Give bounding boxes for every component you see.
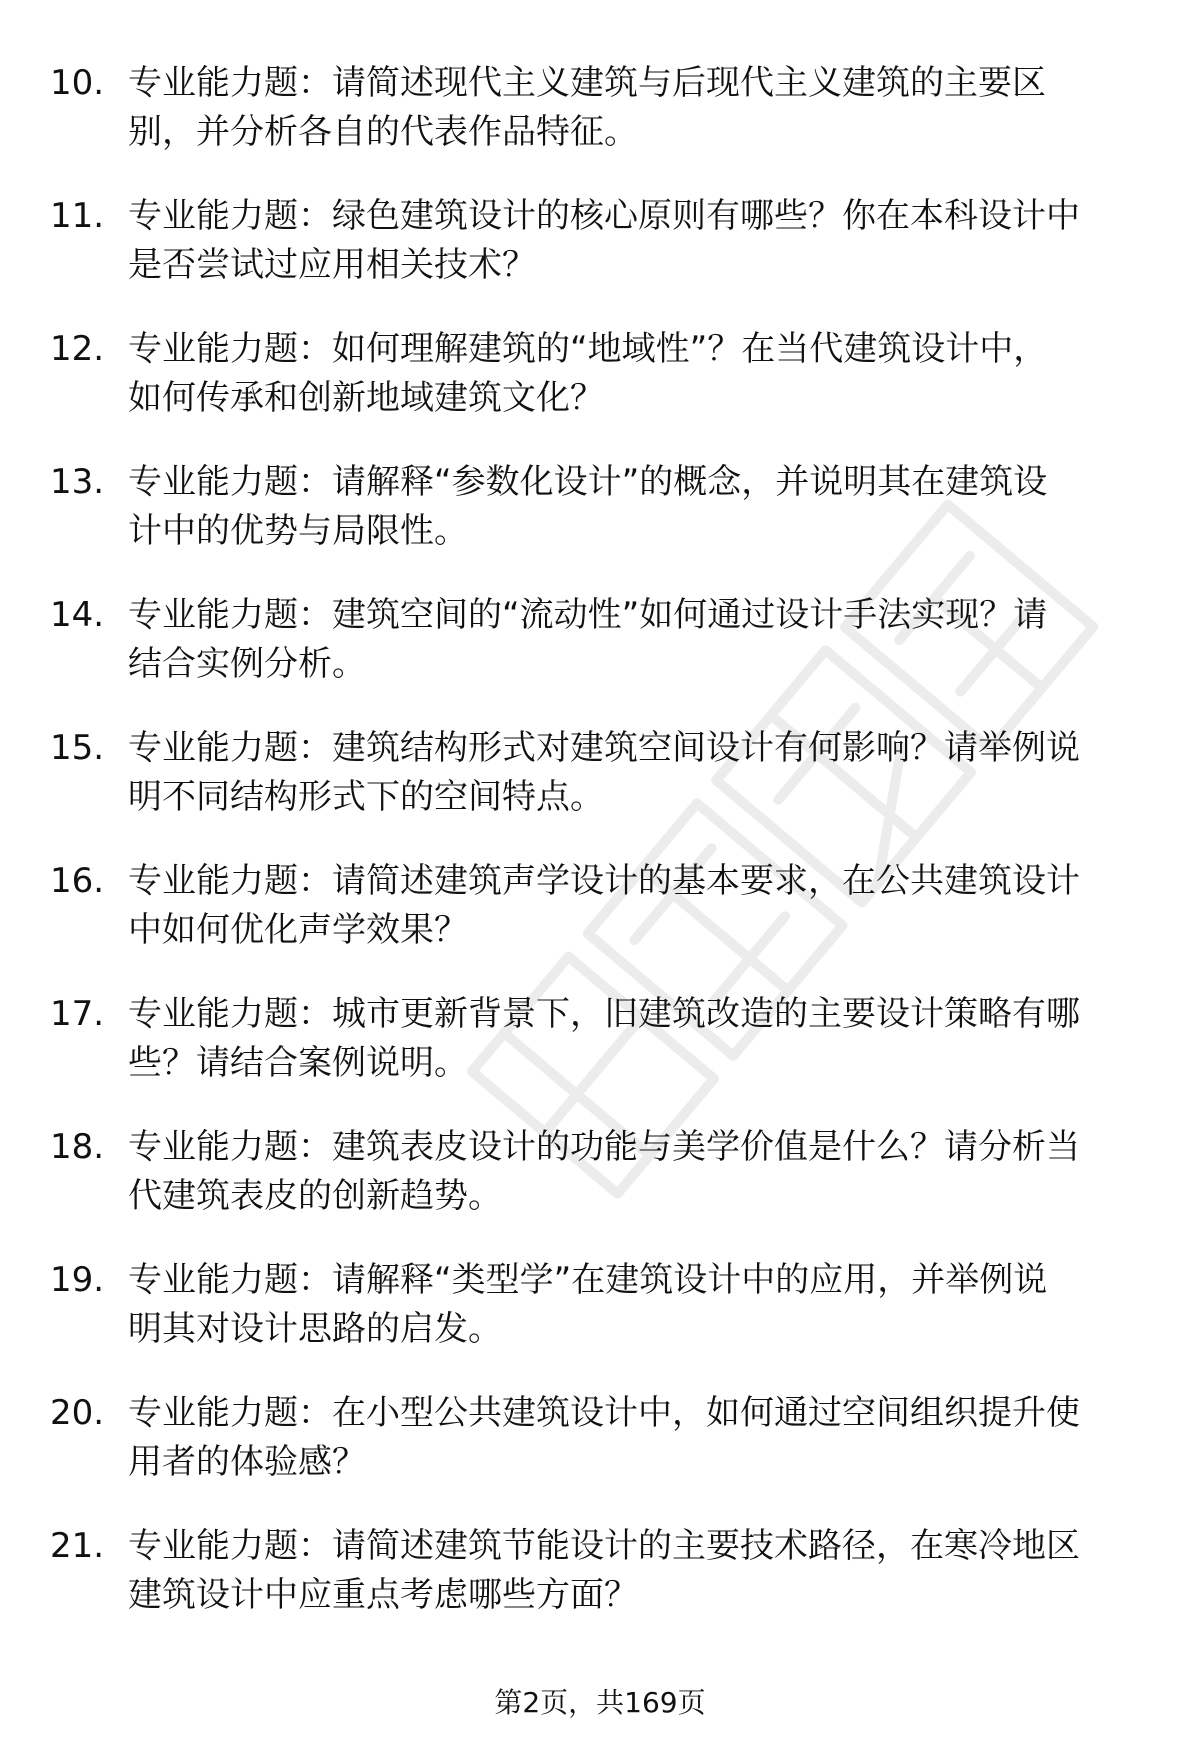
question-text	[128, 591, 1150, 689]
question-line: 专业能力题：在小型公共建筑设计中，如何通过空间组织提升使	[128, 1393, 1080, 1433]
question-number: 16.	[50, 861, 105, 901]
question-line: 专业能力题：请解释“参数化设计”的概念，并说明其在建筑设	[128, 462, 1048, 502]
question-line: 专业能力题：建筑表皮设计的功能与美学价值是什么？请分析当	[128, 1127, 1080, 1167]
question-line: 如何传承和创新地域建筑文化？	[128, 378, 604, 418]
question-text	[128, 192, 1150, 290]
question-number: 19.	[50, 1260, 105, 1300]
question-line: 明不同结构形式下的空间特点。	[128, 777, 604, 817]
question-text	[128, 857, 1150, 955]
question-line: 建筑设计中应重点考虑哪些方面？	[128, 1575, 638, 1615]
question-line: 专业能力题：如何理解建筑的“地域性”？在当代建筑设计中，	[128, 329, 1048, 369]
question-line: 代建筑表皮的创新趋势。	[128, 1176, 502, 1216]
question-list	[0, 59, 1200, 1655]
question-item	[0, 458, 1200, 591]
question-number: 14.	[50, 595, 105, 635]
question-line: 专业能力题：请解释“类型学”在建筑设计中的应用，并举例说	[128, 1260, 1048, 1300]
question-text	[128, 59, 1150, 157]
question-text	[128, 325, 1150, 423]
question-text	[128, 1522, 1150, 1620]
question-item	[0, 1522, 1200, 1655]
question-line: 专业能力题：建筑结构形式对建筑空间设计有何影响？请举例说	[128, 728, 1080, 768]
question-number: 20.	[50, 1393, 105, 1433]
question-line: 用者的体验感？	[128, 1442, 366, 1482]
question-number: 21.	[50, 1526, 105, 1566]
question-item	[0, 724, 1200, 857]
question-line: 些？请结合案例说明。	[128, 1043, 468, 1083]
question-text	[128, 458, 1150, 556]
question-number: 10.	[50, 63, 105, 103]
question-line: 是否尝试过应用相关技术？	[128, 245, 536, 285]
question-line: 专业能力题：请简述建筑声学设计的基本要求，在公共建筑设计	[128, 861, 1080, 901]
question-number: 17.	[50, 994, 105, 1034]
question-item	[0, 857, 1200, 990]
question-item	[0, 1123, 1200, 1256]
question-number: 11.	[50, 196, 105, 236]
question-number: 18.	[50, 1127, 105, 1167]
question-line: 专业能力题：建筑空间的“流动性”如何通过设计手法实现？请	[128, 595, 1048, 635]
question-line: 计中的优势与局限性。	[128, 511, 468, 551]
question-item	[0, 325, 1200, 458]
question-number: 13.	[50, 462, 105, 502]
question-line: 专业能力题：绿色建筑设计的核心原则有哪些？你在本科设计中	[128, 196, 1080, 236]
question-line: 结合实例分析。	[128, 644, 366, 684]
question-number: 12.	[50, 329, 105, 369]
question-item	[0, 1256, 1200, 1389]
question-line: 专业能力题：请简述现代主义建筑与后现代主义建筑的主要区	[128, 63, 1046, 103]
question-line: 专业能力题：请简述建筑节能设计的主要技术路径，在寒冷地区	[128, 1526, 1080, 1566]
question-text	[128, 1256, 1150, 1354]
question-text	[128, 990, 1150, 1088]
question-line: 明其对设计思路的启发。	[128, 1309, 502, 1349]
question-text	[128, 1389, 1150, 1487]
question-text	[128, 724, 1150, 822]
question-line: 专业能力题：城市更新背景下，旧建筑改造的主要设计策略有哪	[128, 994, 1080, 1034]
question-number: 15.	[50, 728, 105, 768]
question-line: 别，并分析各自的代表作品特征。	[128, 112, 638, 152]
question-item	[0, 990, 1200, 1123]
question-item	[0, 591, 1200, 724]
page-footer: 第2页，共169页	[494, 1686, 706, 1719]
question-line: 中如何优化声学效果？	[128, 910, 468, 950]
question-item	[0, 59, 1200, 192]
question-item	[0, 1389, 1200, 1522]
question-text	[128, 1123, 1150, 1221]
question-item	[0, 192, 1200, 325]
